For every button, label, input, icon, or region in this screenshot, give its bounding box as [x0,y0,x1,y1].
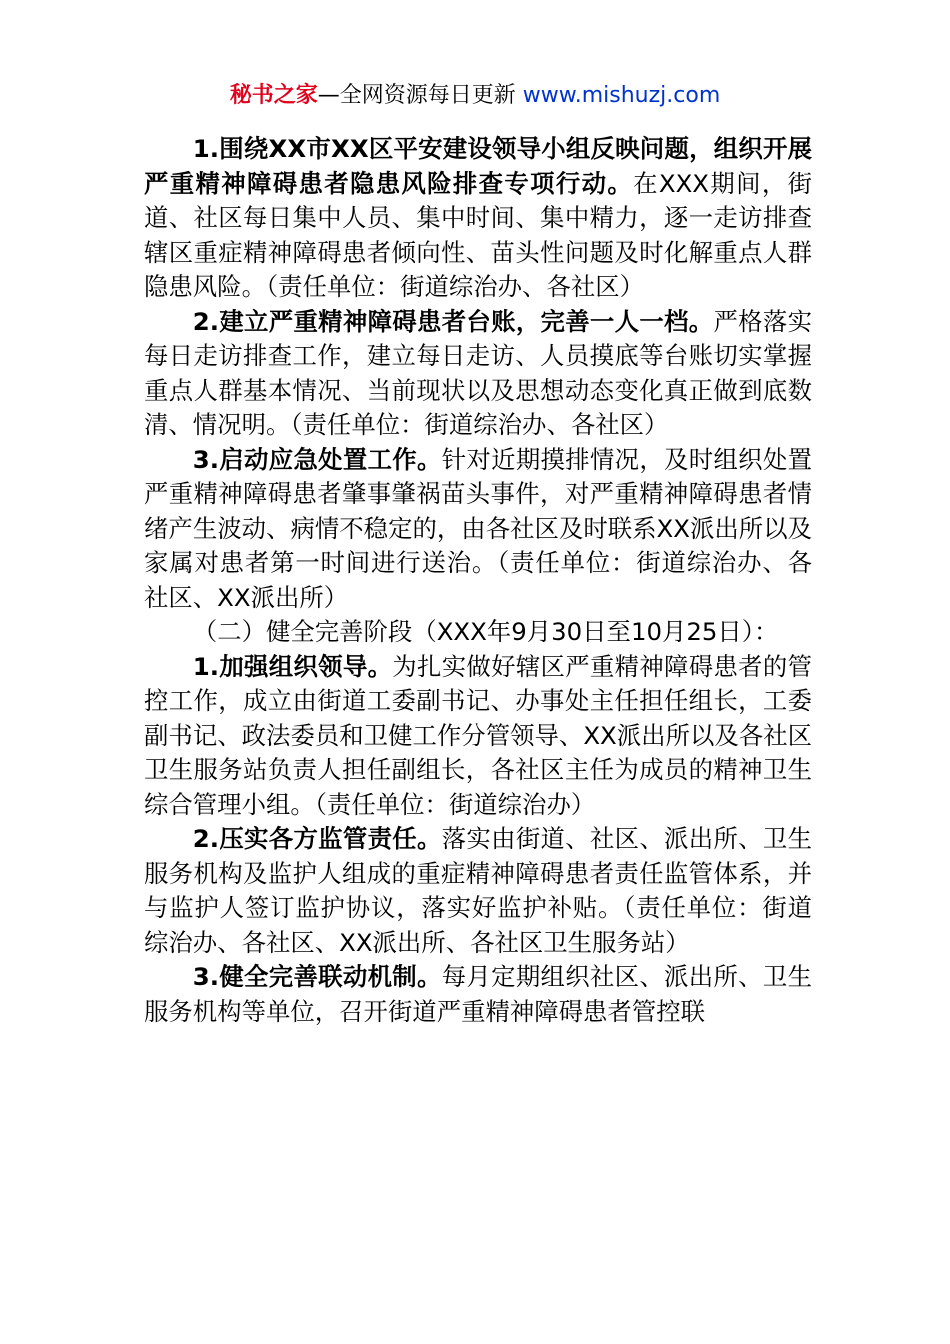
paragraph-4-heading: 1.加强组织领导。 [192,651,393,681]
site-url-link[interactable]: www.mishuzj.com [522,83,721,108]
paragraph-5-heading: 2.压实各方监管责任。 [192,824,442,853]
paragraph-6-text: 每月定期组织社区、派出所、卫生服务机构等单位，召开街道严重精神障碍患者管控联 [144,962,812,1026]
paragraph-3 [144,443,812,616]
paragraph-6 [144,960,812,1029]
paragraph-3-heading: 3.启动应急处置工作。 [192,444,442,474]
paragraph-5 [144,822,812,960]
document-body [144,132,812,1029]
paragraph-2-heading: 2.建立严重精神障碍患者台账，完善一人一档。 [192,306,714,336]
paragraph-1 [144,132,812,305]
paragraph-1-heading: 1.围绕XX市XX区平安建设领导小组反映问题，组织开展严重精神障碍患者隐患风险排查专项行动。 [144,134,812,198]
paragraph-2 [144,305,812,443]
paragraph-5-text: 落实由街道、社区、派出所、卫生服务机构及监护人组成的重症精神障碍患者责任监管体系，并与监护人签订监护协议，落实好监护补贴。（责任单位：街道综治办、各社区、XX派出所、各社区卫生服务站） [144,824,812,957]
paragraph-1-text: 在XXX期间，街道、社区每日集中人员、集中时间、集中精力，逐一走访排查辖区重症精神障碍患者倾向性、苗头性问题及时化解重点人群隐患风险。（责任单位：街道综治办、各社区） [144,168,812,301]
paragraph-4-text: 为扎实做好辖区严重精神障碍患者的管控工作，成立由街道工委副书记、办事处主任担任组长，工委副书记、政法委员和卫健工作分管领导、XX派出所以及各社区卫生服务站负责人担任副组长，各社区主任为成员的精神卫生综合管理小组。（责任单位：街道综治办） [144,651,812,819]
section-heading-text: （二）健全完善阶段（XXX年9月30日至10月25日）： [192,617,779,646]
paragraph-3-text: 针对近期摸排情况，及时组织处置严重精神障碍患者肇事肇祸苗头事件，对严重精神障碍患者情绪产生波动、病情不稳定的，由各社区及时联系XX派出所以及家属对患者第一时间进行送治。（责任单位：街道综治办、各社区、XX派出所） [144,444,812,612]
site-tagline: —全网资源每日更新 [317,83,523,108]
site-header [0,80,950,112]
site-brand: 秘书之家 [229,83,318,108]
paragraph-2-text: 严格落实每日走访排查工作，建立每日走访、人员摸底等台账切实掌握重点人群基本情况、当前现状以及思想动态变化真正做到底数清、情况明。（责任单位：街道综治办、各社区） [144,306,812,439]
paragraph-6-heading: 3.健全完善联动机制。 [192,962,442,991]
section-heading-stage-2 [144,615,812,650]
paragraph-4 [144,650,812,823]
